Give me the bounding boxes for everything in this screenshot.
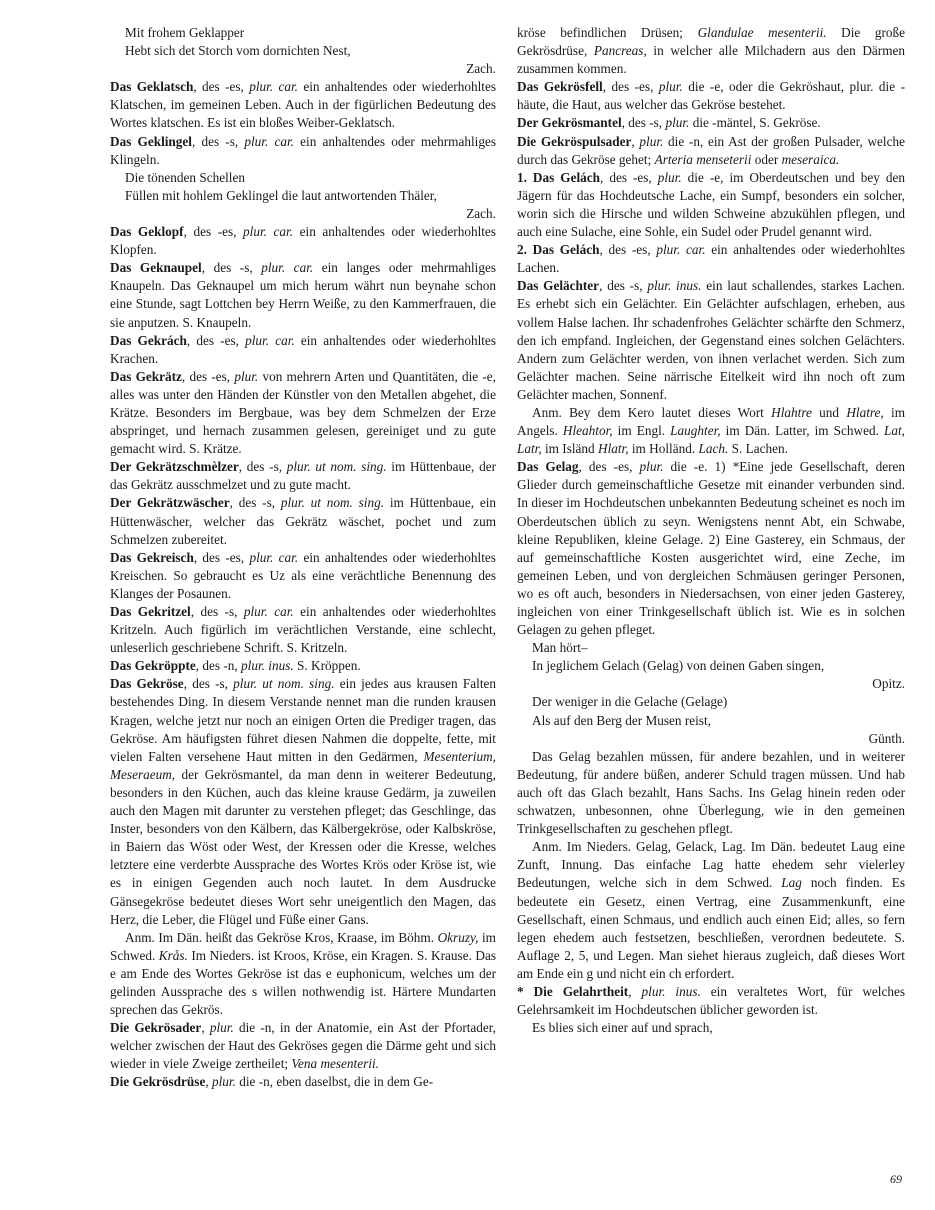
verse-line: Man hört– (532, 640, 588, 656)
entry-grammar: plur. (639, 459, 664, 475)
entry-text: im Dän. Latter, im Schwed. (720, 423, 884, 439)
entry-headword: Die Gekröspulsader (517, 133, 632, 149)
entry-text: im Hüttenbaue, ein Hüttenwäscher, welcher das Gekrätz wäschet, pochet und zum Schmelzen zubereitet. (110, 495, 497, 547)
entry-text: , des -n, (195, 658, 242, 674)
italic-term: Laughter, (670, 423, 721, 439)
entry-grammar: plur. (665, 115, 690, 131)
entry-text: kröse befindlichen Drüsen; (517, 25, 698, 40)
entry-text: , des -es, (578, 459, 640, 475)
annotation-paragraph (517, 404, 905, 458)
verse-line: Füllen mit hohlem Geklingel die laut antwortenden Thäler, (125, 187, 437, 203)
italic-term: Lag (781, 875, 802, 891)
entry-text: die -n, in der Anatomie, ein Ast der Pfortader, welcher zwischen der Haut des Gekröses gegen die Därme geht und sich wieder in viele Zweige zertheilet; (110, 1020, 496, 1072)
entry-text: ein anhaltendes oder wiederhohltes Klopfen. (110, 224, 496, 258)
entry-text: Im Nieders. ist Kroos, Kröse, ein Kragen. S. Krause. Das e am Ende des Wortes Gekröse ist das e euphonicum, welches um der gelinden Aussprache des s willen nothwendig ist. Härtere Mundarten sprechen das Gekrös. (110, 947, 497, 1018)
entry-grammar: plur. car. (245, 332, 295, 348)
italic-term: Pancreas, (593, 43, 647, 59)
entry-headword: Der Gekrätzschmèlzer (110, 459, 239, 475)
entry-text: im Isländ (541, 441, 598, 457)
entry-text: von mehrern Arten und Quantitäten, die -e, alles was unter den Händen der Künstler von den Metallen abgehet, die Krätze. Besonders im Bergbaue, was bey dem Schmelzen der Erze abspringet, und hernach zusammen gelesen, gereiniget und zu gute gemacht wird. S. Krätze. (110, 368, 496, 457)
paragraph (517, 24, 905, 78)
verse-line: Hebt sich det Storch vom dornichten Nest, (125, 43, 351, 59)
entry-headword: Das Geklopf (110, 224, 184, 240)
entry-headword: Das Gekrätz (110, 368, 182, 384)
dictionary-entry (517, 277, 905, 404)
entry-headword: Der Gekrösmantel (517, 115, 622, 131)
entry-text: der Gekrösmantel, da man denn in weiterer Bedeutung, besonders in den Küchen, auch das kleine krause Gedärm, ja zuweilen auch den Magen mit darunter zu verstehen pfleget; das Geschlinge, das Inster, besonders von den Kälbern, das Kälbergekröse, oder Kalbskröse, in Baiern das Wöst oder West, der Kressen oder die Kresse, welches letztere eine verderbte Aussprache des Wortes Krös oder Kröse ist, wie es in einigen Gegenden auch noch lautet. In dem Ausdrucke Gänsegekröse bedeutet dieses Wort sehr uneigentlich den Magen, das Herz, die Leber, die Flügel und Füße einer Gans. (110, 766, 496, 927)
left-column (110, 24, 496, 1092)
entry-text: die -n, ein Ast der großen Pulsader, welche durch das Gekröse gehet; (517, 133, 905, 167)
entry-grammar: plur. car. (249, 549, 299, 565)
dictionary-entry (110, 549, 496, 603)
entry-text: die -mäntel, S. Gekröse. (689, 115, 821, 131)
entry-text: , des -s, (201, 260, 262, 276)
entry-headword: Das Gekreisch (110, 549, 194, 565)
entry-headword: Die Gekrösader (110, 1020, 202, 1036)
entry-text: , des -es, (193, 549, 250, 565)
entry-text: im Holländ. (628, 441, 699, 457)
entry-text: Die große Gekrösdrüse, (517, 25, 905, 59)
entry-headword: Der Gekrätzwäscher (110, 495, 230, 511)
entry-text: , (205, 1074, 212, 1090)
italic-term: Hleahtor, (562, 423, 613, 439)
dictionary-entry (110, 332, 496, 368)
verse-line: Als auf den Berg der Musen reist, (532, 712, 711, 728)
entry-text: ein jedes aus krausen Falten bestehendes Ding. In diesem Verstande nennet man die runden krausen Kragen, welche jetzt nur noch an einigen Orten die Prediger tragen, das Gekröse. Am häufigsten führet diesen Nahmen die doppelte, fette, mit vielen Falten versehene Haut mitten in den Gedärmen, (110, 676, 497, 764)
dictionary-entry (517, 983, 905, 1019)
italic-term: plur. ut nom. sing. (233, 676, 335, 692)
italic-term: Arteria menseterii (654, 151, 752, 167)
entry-text: , des -es, (181, 368, 235, 384)
entry-text: , des -es, (600, 169, 658, 185)
verse-attribution: Günth. (868, 730, 905, 746)
verse-line: Die tönenden Schellen (125, 169, 245, 185)
entry-text: , des -es, (602, 79, 659, 95)
italic-term: plur. (639, 133, 664, 149)
entry-grammar: plur. car. (656, 242, 706, 258)
dictionary-entry (110, 603, 496, 657)
entry-text: ein langes oder mehrmahliges Knaupeln. Das Geknaupel um mich herum währt nun beynahe schon eine Stunde, sagt Lottchen bey Herrn Weiße, zu den Kammerfrauen, die sie anputzen. S. Knaupeln. (110, 260, 496, 330)
entry-headword: Das Gekrösfell (517, 79, 603, 95)
entry-text: ein anhaltendes oder mehrmahliges Klingeln. (110, 133, 496, 167)
entry-text: , des -s, (599, 278, 648, 294)
entry-grammar: plur. inus. (647, 278, 702, 294)
right-column (517, 24, 905, 1037)
entry-headword: 2. Das Gelách (517, 242, 600, 258)
dictionary-entry (517, 241, 905, 277)
entry-headword: * Die Gelahrtheit (517, 983, 629, 999)
dictionary-entry (110, 78, 496, 132)
entry-text: Anm. Im Nieders. Gelag, Gelack, Lag. Im Dän. bedeutet Laug eine Zunft, Innung. Das einfache Lag hatte ehedem sehr vielerley Bedeutungen, welche sich in dem Schwed. (517, 839, 905, 891)
entry-headword: Das Gekrách (110, 332, 187, 348)
italic-term: Lat, Latr, (517, 423, 905, 457)
entry-headword: Die Gekrösdrüse (110, 1074, 206, 1090)
italic-term: Mesenterium, Meseraeum, (110, 748, 496, 782)
dictionary-entry (110, 494, 496, 548)
entry-text: noch finden. Es bedeutete ein Gesetz, einen Vertrag, eine Zusammenkunft, eine Gesellschaft, einen Schmaus, und endlich auch einen Eid; alles, so fern legen ehedem auch festsetzen, beschließen, verordnen bedeutete. S. Auflage 2, 5, und Legen. Man siehet hieraus zugleich, daß dieses Wort am Ende ein g und nicht ein ch erfordert. (517, 875, 906, 981)
entry-text: die -e, oder die Gekröshaut, plur. die -häute, die Haut, aus welcher das Gekröse bestehet. (517, 79, 905, 113)
entry-grammar: plur. inus. (241, 658, 294, 674)
italic-term: plur. (211, 1074, 236, 1090)
entry-text: , (631, 133, 640, 149)
entry-text: im Engl. (612, 423, 671, 439)
italic-term: Lach. (698, 441, 729, 457)
entry-text: ein laut schallendes, starkes Lachen. Es erhebt sich ein Gelächter. Ein Gelächter aufschlagen, erheben, aus vollem Halse lachen. Ihr schadenfrohes Gelächter schärfte den Schmerz, den ich empfand. Ingleichen, der Gegenstand eines solchen Gelächters. Andern zum Gelächter werden, von ihnen verlachet werden. Sich zum Gelächter machen. Seine närrische Eitelkeit wird ihn noch oft zum Gelächter machen, Sonnenf. (517, 278, 905, 402)
italic-term: Krås. (158, 947, 188, 963)
entry-text: , des -s, (621, 115, 666, 131)
verse-line: Es blies sich einer auf und sprach, (532, 1020, 713, 1036)
entry-text: oder (751, 151, 782, 167)
entry-text: ein anhaltendes oder wiederhohltes Lachen. (517, 242, 905, 276)
entry-text: ein anhaltendes oder wiederhohltes Kritzeln. Auch figürlich im verächtlichen Verstande, eine schlecht, unleserlich geschriebene Schrift. S. Kritzeln. (110, 604, 496, 656)
entry-text: , des -s, (190, 604, 244, 619)
entry-headword: Das Gekröse (110, 676, 184, 692)
entry-text: Anm. Bey dem Kero lautet dieses Wort (532, 404, 772, 420)
page-number: 69 (890, 1172, 902, 1186)
entry-text: ein anhaltendes oder wiederhohltes Krachen. (110, 332, 496, 366)
dictionary-entry (110, 259, 496, 331)
italic-term: Glandulae mesenterii. (697, 25, 827, 40)
dictionary-entry (110, 368, 496, 458)
verse-attribution: Opitz. (872, 676, 905, 692)
entry-grammar: plur. car. (243, 224, 294, 240)
dictionary-entry (517, 169, 905, 241)
entry-grammar: plur. ut nom. sing. (280, 495, 385, 511)
entry-text: ein anhaltendes oder wiederhohltes Kreischen. So gebraucht es Uz als eine verächtliche Benennung des Klanges der Posaunen. (110, 549, 496, 601)
entry-grammar: plur. (234, 368, 259, 384)
entry-text: , des -s, (229, 495, 281, 511)
entry-text: , des -es, (193, 79, 250, 95)
entry-text: , des -s, (238, 459, 287, 475)
dictionary-entry (110, 133, 496, 169)
entry-text: , des -s, (183, 676, 234, 692)
paragraph: Das Gelag bezahlen müssen, für andere bezahlen, und in weiterer Bedeutung, für andere büßen, anderer Schuld tragen müssen. Und hab auch oft das Glach bezahlt, Hans Sachs. Ins Gelag hinein reden oder schwatzen, unbesonnen, ohne Überlegung, wie in den gemeinen Trinkgesellschaften zu geschehen pflegt. (517, 748, 905, 837)
entry-headword: Das Geklingel (110, 133, 192, 149)
entry-text: Anm. Im Dän. heißt das Gekröse Kros, Kraase, im Böhm. (125, 929, 438, 945)
entry-headword: Das Gekröppte (110, 658, 196, 674)
entry-text: im Angels. (517, 404, 905, 439)
italic-term: meseraica. (781, 151, 840, 167)
entry-grammar: plur. inus. (641, 983, 701, 999)
verse-attribution: Zach. (466, 205, 496, 221)
dictionary-entry (110, 675, 496, 928)
verse-line: Mit frohem Geklapper (125, 25, 245, 40)
italic-term: Hlatre, (846, 404, 884, 420)
dictionary-entry (517, 458, 905, 639)
entry-text: S. Kröppen. (293, 658, 361, 674)
entry-text: die -e, im Oberdeutschen und bey den Jägern für das Hochdeutsche Lache, ein Sumpf, besonders ein solcher, worin sich die Hirsche und wilden Schweine abzukühlen pflegen, und auch eine Sulache, eine Sohle, ein Sudel oder Prudel genannt wird. (517, 169, 905, 240)
entry-text: ein anhaltendes oder wiederhohltes Klatschen, im gemeinen Leben. Auch in der figürlichen Bedeutung des Wortes klatschen. Es ist ein bloßes Weiber-Geklatsch. (110, 79, 496, 131)
verse-line: Der weniger in die Gelache (Gelage) (532, 694, 728, 710)
entry-grammar: plur. car. (243, 604, 294, 619)
entry-text: in welcher alle Milchadern aus den Därmen zusammen kommen. (517, 43, 906, 77)
entry-grammar: plur. car. (261, 260, 314, 276)
entry-text: , (628, 983, 642, 999)
dictionary-entry (517, 133, 905, 169)
dictionary-entry (110, 458, 496, 494)
entry-grammar: plur. (658, 79, 683, 95)
entry-text: , (201, 1020, 210, 1036)
entry-text: die -n, eben daselbst, die in dem Ge- (235, 1074, 434, 1090)
italic-term: Hlatr, (598, 441, 629, 457)
annotation-paragraph (517, 838, 905, 983)
entry-text: ein veraltetes Wort, für welches Gelehrsamkeit im Hochdeutschen üblicher geworden ist. (517, 983, 906, 1018)
entry-text: , des -es, (599, 242, 657, 258)
entry-text: S. Lachen. (728, 441, 788, 457)
entry-grammar: plur. ut nom. sing. (286, 459, 387, 475)
entry-text: im Hüttenbaue, der das Gekrätz ausschmelzet und zu gute macht. (110, 459, 496, 493)
entry-grammar: plur. car. (249, 79, 298, 95)
dictionary-entry (110, 1073, 496, 1091)
entry-text: , des -es, (186, 332, 246, 348)
italic-term: Vena mesenterii. (291, 1056, 379, 1072)
entry-grammar: plur. car. (244, 133, 294, 149)
italic-term: Hlahtre (771, 404, 812, 420)
italic-term: plur. (209, 1020, 234, 1036)
entry-headword: Das Geklatsch (110, 79, 194, 95)
entry-text: , des -s, (192, 133, 245, 149)
entry-headword: Das Geknaupel (110, 260, 202, 276)
italic-term: Okruzy, (437, 929, 479, 945)
entry-text: , des -es, (183, 224, 244, 240)
verse-attribution: Zach. (466, 61, 496, 77)
entry-text: die -e. 1) *Eine jede Gesellschaft, deren Glieder durch gemeinschaftliche Gesetze mit einander verbunden sind. In dieser im Hochdeutschen unbekannten Bedeutung scheinet es noch im Oberdeutschen üblich zu seyn. Wenigstens nennt Abt, ein Schwabe, kleine Republiken, kleine Gelage. 2) Eine Gasterey, ein Schmaus, der auf gemeinschaftliche Kosten ausgerichtet wird, eine Zeche, im gemeinen Leben, und von dergleichen Schmäusen geringer Personen, wo es oft auch, besonders in Niedersachsen, von einer jeden Gasterey, ingleichen von einer Trinkgesellschaft üblich ist. Wie es in solchen Gelagen zu gehen pfleget. (517, 459, 905, 638)
entry-headword: 1. Das Gelách (517, 169, 601, 185)
dictionary-entry (110, 223, 496, 259)
dictionary-entry (110, 657, 496, 675)
entry-grammar: plur. (657, 169, 682, 185)
entry-text: im Schwed. (110, 929, 496, 963)
annotation-paragraph (110, 929, 496, 1019)
entry-text: und (811, 404, 847, 420)
entry-headword: Das Gelag (517, 459, 579, 475)
verse-line: In jeglichem Gelach (Gelag) von deinen Gaben singen, (532, 658, 825, 674)
entry-headword: Das Gekritzel (110, 604, 191, 619)
dictionary-entry (517, 78, 905, 114)
dictionary-entry (517, 114, 905, 132)
entry-headword: Das Gelächter (517, 278, 600, 294)
dictionary-entry (110, 1019, 496, 1073)
